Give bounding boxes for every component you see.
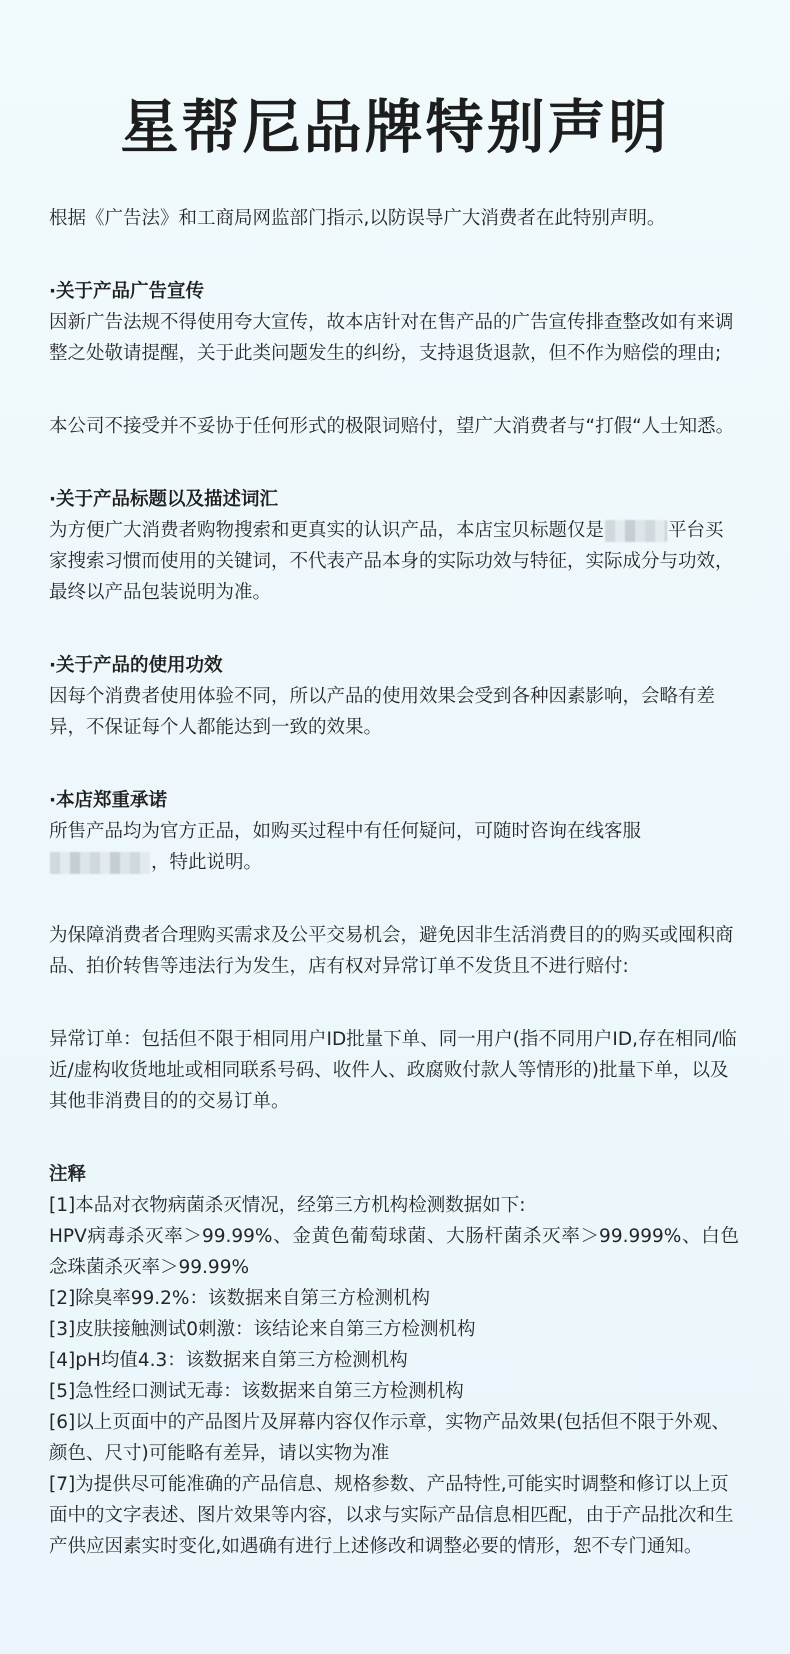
note-item: [2]除臭率99.2%：该数据来自第三方检测机构 [49,1288,430,1309]
section-body-advertising: 因新广告法规不得使用夸大宣传，故本店针对在售产品的广告宣传排查整改如有来调整之处敬请提醒，关于此类问题发生的纠纷，支持退货退款，但不作为赔偿的理由; [49,312,734,364]
note-item: [6]以上页面中的产品图片及屏幕内容仅作示章，实物产品效果(包括但不限于外观、颜色、尺寸)可能略有差异，请以实物为准 [49,1412,730,1464]
extreme-words-paragraph: 本公司不接受并不妥协于任何形式的极限词赔付，望广大消费者与“打假“人士知悉。 [49,416,735,437]
section-body-promise [49,816,739,878]
promise-text-a: 所售产品均为官方正品，如购买过程中有任何疑问，可随时咨询在线客服 [49,821,642,842]
note-item: [4]pH均值4.3：该数据来自第三方检测机构 [49,1350,408,1371]
promise-text-b: ，特此说明。 [151,852,263,873]
section-body-title-words [49,515,739,608]
note-item: [5]急性经口测试无毒：该数据来自第三方检测机构 [49,1381,464,1402]
section-heading-promise: ·本店郑重承诺 [49,790,168,811]
notes-heading: 注释 [49,1164,87,1185]
redacted-mosaic [50,852,150,874]
abnormal-order-paragraph: 异常订单：包括但不限于相同用户ID批量下单、同一用户(指不同用户ID,存在相同/临近/虚构收货地址或相同联系号码、收件人、政腐败付款人等情形的)批量下单，以及其他非消费目的的交易订单。 [49,1029,737,1112]
section-body-effect: 因每个消费者使用体验不同，所以产品的使用效果会受到各种因素影响，会略有差异，不保证每个人都能达到一致的效果。 [49,686,716,738]
section-heading-advertising: ·关于产品广告宣传 [49,281,205,302]
title-words-text-a: 为方便广大消费者购物搜索和更真实的认识产品，本店宝贝标题仅是 [49,520,605,541]
statement-content [49,203,739,1562]
section-heading-title-words: ·关于产品标题以及描述词汇 [49,489,279,510]
intro-paragraph: 根据《广告法》和工商局网监部门指示,以防误导广大消费者在此特别声明。 [49,208,666,229]
section-heading-effect: ·关于产品的使用功效 [49,655,223,676]
note-item: [7]为提供尽可能准确的产品信息、规格参数、产品特性,可能实时调整和修订以上页面中的文字表述、图片效果等内容，以求与实际产品信息相匹配，由于产品批次和生产供应因素实时变化,如遇确有进行上述修改和调整必要的情形，恕不专门通知。 [49,1474,734,1557]
note-item: HPV病毒杀灭率＞99.99%、金黄色葡萄球菌、大肠杆菌杀灭率＞99.999%、白色念珠菌杀灭率＞99.99% [49,1226,739,1278]
rational-purchase-paragraph: 为保障消费者合理购买需求及公平交易机会，避免因非生活消费目的的购买或囤积商品、拍价转售等违法行为发生，店有权对异常订单不发货且不进行赔付: [49,925,734,977]
note-item: [3]皮肤接触测试0刺激：该结论来自第三方检测机构 [49,1319,476,1340]
title-words-text-b: 平台买家搜索习惯而使用的关键词，不代表产品本身的实际功效与特征，实际成分与功效，最终以产品包装说明为准。 [49,520,734,603]
page-title: 星帮尼品牌特别声明 [120,93,670,161]
note-item: [1]本品对衣物病菌杀灭情况，经第三方机构检测数据如下: [49,1195,526,1216]
redacted-mosaic [605,520,667,542]
